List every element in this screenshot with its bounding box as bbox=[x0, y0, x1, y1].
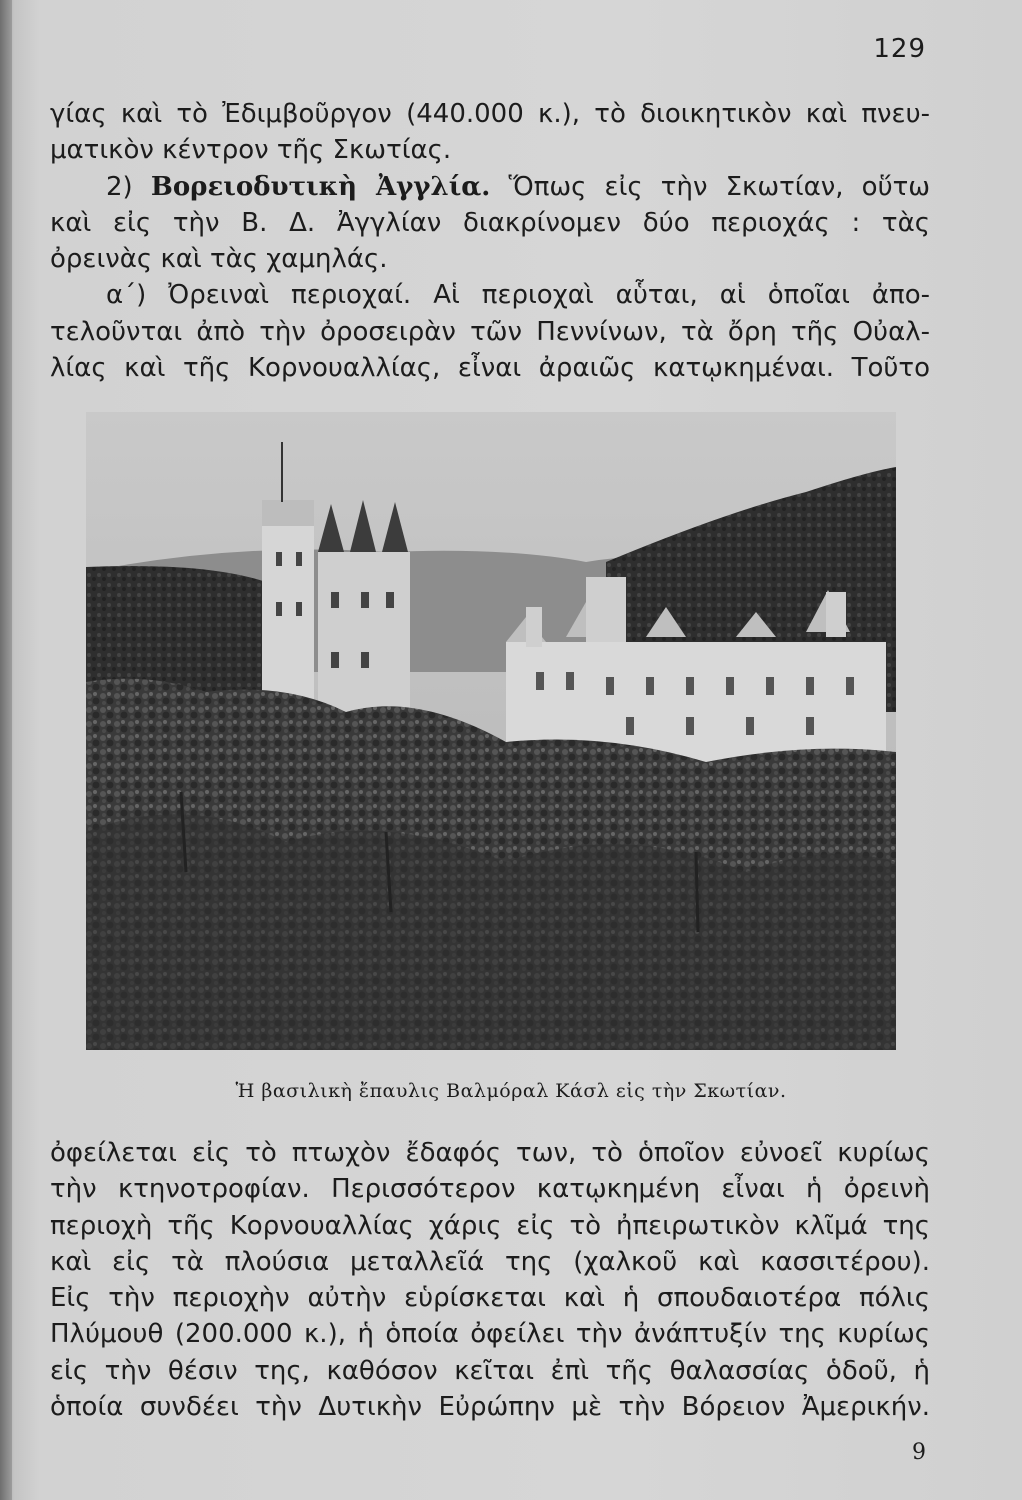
section-heading-line bbox=[50, 169, 930, 205]
text-line: λίας καὶ τῆς Κορνουαλλίας, εἶναι ἀραιῶς κατῳκημέναι. Τοῦτο bbox=[50, 353, 930, 384]
top-paragraphs bbox=[50, 96, 930, 386]
section-number: 2) bbox=[106, 171, 133, 202]
text-line: τὴν κτηνοτροφίαν. Περισσότερον κατῳκημένη εἶναι ἡ ὀρεινὴ bbox=[50, 1174, 930, 1205]
text-line: καὶ εἰς τὰ πλούσια μεταλλεῖά της (χαλκοῦ καὶ κασσιτέρου). bbox=[50, 1246, 930, 1277]
text-line: ὀρεινὰς καὶ τὰς χαμηλάς. bbox=[50, 244, 388, 275]
bottom-paragraphs bbox=[50, 1135, 930, 1425]
printer-signature-mark: 9 bbox=[912, 1440, 926, 1465]
book-spine-shadow bbox=[0, 0, 12, 1500]
text-line: Εἰς τὴν περιοχὴν αὐτὴν εὑρίσκεται καὶ ἡ σπουδαιοτέρα πόλις bbox=[50, 1283, 930, 1314]
text-line: καὶ εἰς τὴν Β. Δ. Ἀγγλίαν διακρίνομεν δύο περιοχάς : τὰς bbox=[50, 207, 930, 238]
text-line: ὀφείλεται εἰς τὸ πτωχὸν ἔδαφός των, τὸ ὁποῖον εὐνοεῖ κυρίως bbox=[50, 1138, 930, 1168]
text-line: γίας καὶ τὸ Ἐδιμβοῦργον (440.000 κ.), τὸ διοικητικὸν καὶ πνευ- bbox=[50, 99, 930, 129]
balmoral-castle-photo bbox=[86, 412, 896, 1050]
text-line: ὁποία συνδέει τὴν Δυτικὴν Εὐρώπην μὲ τὴν Βόρειον Ἀμερικήν. bbox=[50, 1392, 930, 1423]
section-heading-rest: Ὅπως εἰς τὴν Σκωτίαν, οὕτω bbox=[508, 171, 930, 202]
photo-caption: Ἡ βασιλικὴ ἔπαυλις Βαλμόραλ Κάσλ εἰς τὴν Σκωτίαν. bbox=[235, 1080, 787, 1102]
text-line: εἰς τὴν θέσιν της, καθόσον κεῖται ἐπὶ τῆς θαλασσίας ὁδοῦ, ἡ bbox=[50, 1355, 930, 1386]
text-line: περιοχὴ τῆς Κορνουαλλίας χάρις εἰς τὸ ἠπειρωτικὸν κλῖμά της bbox=[50, 1210, 930, 1241]
subsection-line: α΄) Ὀρειναὶ περιοχαί. Αἱ περιοχαὶ αὗται, αἱ ὁποῖαι ἀπο- bbox=[106, 280, 930, 311]
text-line: Πλύμουθ (200.000 κ.), ἡ ὁποία ὀφείλει τὴν ἀνάπτυξίν της κυρίως bbox=[50, 1319, 930, 1350]
text-line: ματικὸν κέντρον τῆς Σκωτίας. bbox=[50, 135, 452, 166]
section-title: Βορειοδυτικὴ Ἀγγλία. bbox=[150, 171, 491, 202]
page-number: 129 bbox=[873, 34, 926, 64]
text-line: τελοῦνται ἀπὸ τὴν ὀροσειρὰν τῶν Πεννίνων, τὰ ὄρη τῆς Οὐαλ- bbox=[50, 316, 930, 347]
